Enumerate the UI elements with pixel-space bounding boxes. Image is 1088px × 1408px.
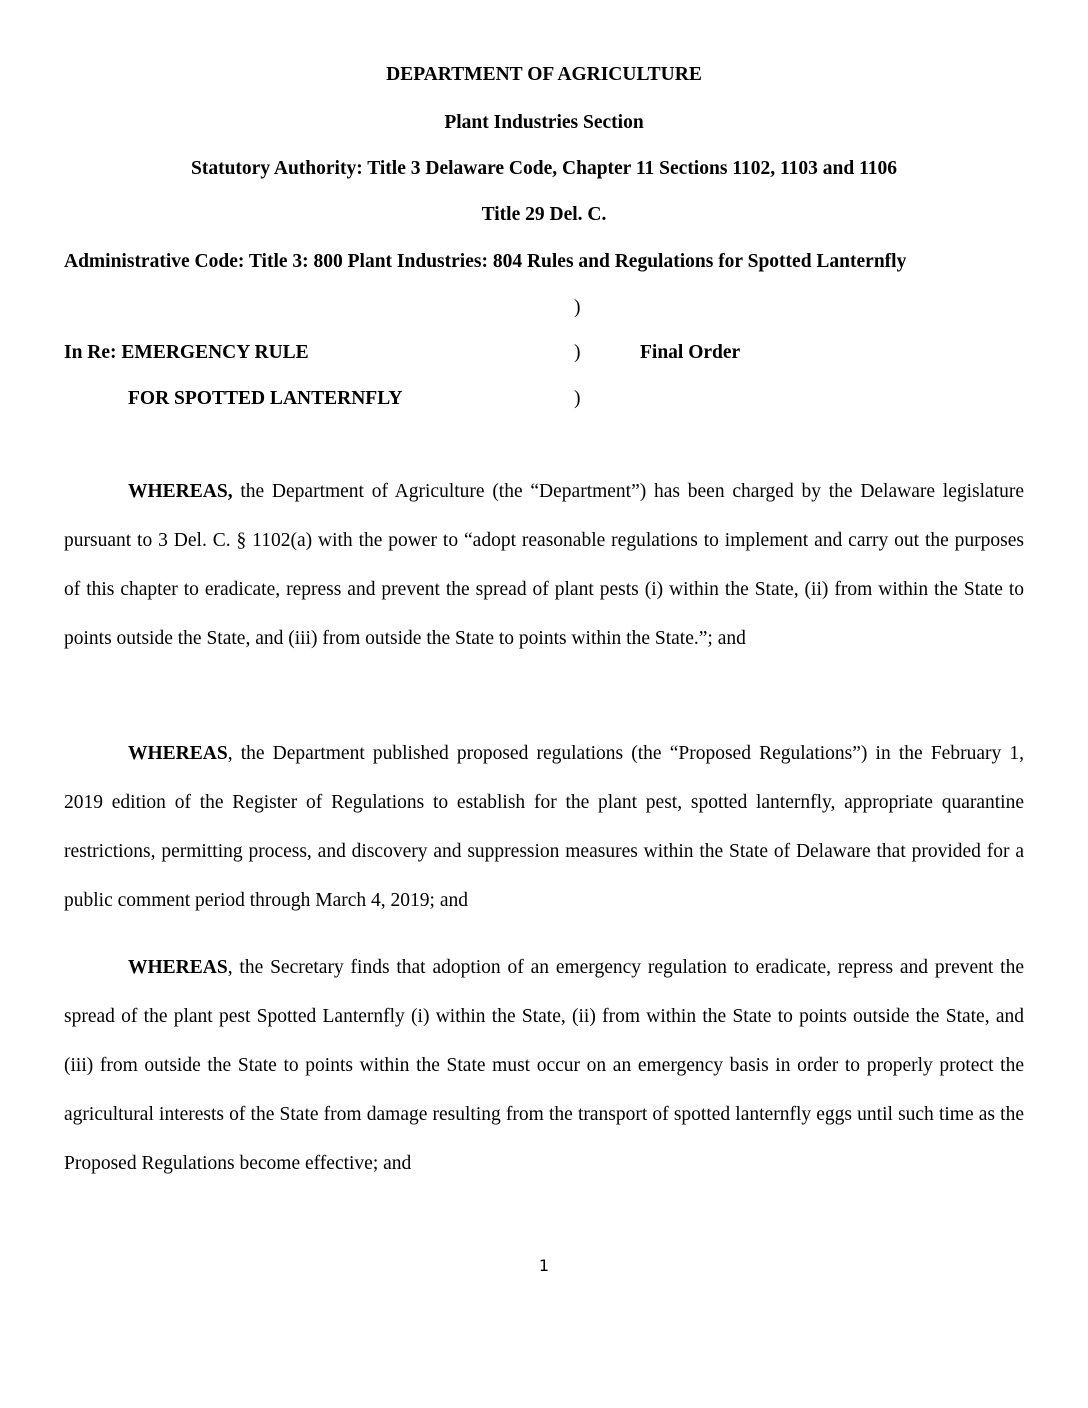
caption-paren-3: ) [574,388,581,409]
title-29-heading: Title 29 Del. C. [481,204,607,225]
page-number: 1 [538,1256,550,1275]
whereas-lead-2: WHEREAS [128,743,228,764]
caption-paren-1: ) [574,297,581,318]
whereas-paragraph-1 [64,467,1024,663]
statutory-authority-heading: Statutory Authority: Title 3 Delaware Code, Chapter 11 Sections 1102, 1103 and 1106 [191,158,897,179]
caption-in-re-line1: In Re: EMERGENCY RULE [64,342,309,363]
caption-order-title: Final Order [640,342,741,363]
caption-paren-2: ) [574,342,581,363]
whereas-text-2: , the Department published proposed regulations (the “Proposed Regulations”) in the February 1, 2019 edition of the Register of Regulations to establish for the plant pest, spotted lanternfly, appropriate quarantine restrictions, permitting process, and discovery and suppression measures within the State of Delaware that provided for a public comment period through March 4, 2019; and [64,743,1024,911]
whereas-text-3: , the Secretary finds that adoption of an emergency regulation to eradicate, repress and prevent the spread of the plant pest Spotted Lanternfly (i) within the State, (ii) from within the State to points outside the State, and (iii) from outside the State to points within the State must occur on an emergency basis in order to properly protect the agricultural interests of the State from damage resulting from the transport of spotted lanternfly eggs until such time as the Proposed Regulations become effective; and [64,957,1024,1174]
department-heading: DEPARTMENT OF AGRICULTURE [386,64,702,85]
whereas-lead-1: WHEREAS, [128,481,233,502]
section-heading: Plant Industries Section [444,112,644,133]
whereas-paragraph-3 [64,943,1024,1188]
caption-in-re-line2: FOR SPOTTED LANTERNFLY [128,388,403,409]
whereas-lead-3: WHEREAS [128,957,228,978]
whereas-text-1: the Department of Agriculture (the “Department”) has been charged by the Delaware legislature pursuant to 3 Del. C. § 1102(a) with the power to “adopt reasonable regulations to implement and carry out the purposes of this chapter to eradicate, repress and prevent the spread of plant pests (i) within the State, (ii) from within the State to points outside the State, and (iii) from outside the State to points within the State.”; and [64,481,1024,649]
whereas-paragraph-2 [64,729,1024,925]
administrative-code-heading: Administrative Code: Title 3: 800 Plant Industries: 804 Rules and Regulations for Spotted Lanternfly [64,251,907,272]
